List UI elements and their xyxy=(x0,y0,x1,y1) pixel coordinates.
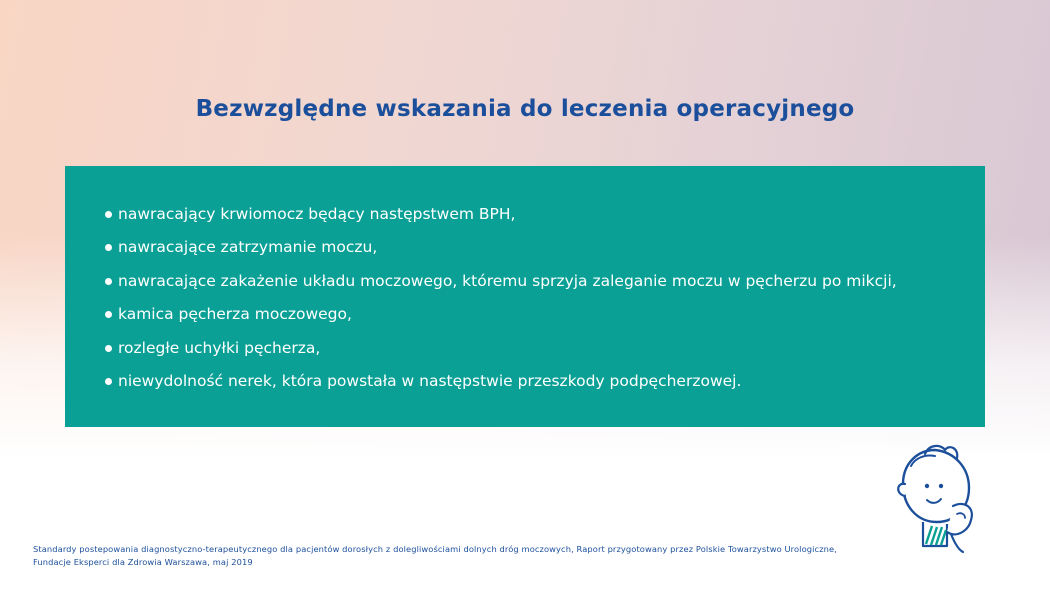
thinking-person-illustration xyxy=(885,440,985,560)
indication-text: rozległe uchyłki pęcherza, xyxy=(118,338,321,357)
footnote-line-1: Standardy postepowania diagnostyczno-terapeutycznego dla pacjentów dorosłych z dolegliwościami dolnych dróg moczowych, Raport przygotowany przez Polskie Towarzystwo Urologiczne, xyxy=(33,544,837,554)
indication-text: nawracający krwiomocz będący następstwem BPH, xyxy=(118,205,516,223)
list-item xyxy=(105,203,897,236)
source-footnote xyxy=(33,543,913,569)
list-item xyxy=(105,370,897,403)
list-item xyxy=(105,270,897,303)
bullet-icon xyxy=(105,244,112,251)
bullet-icon xyxy=(105,211,112,218)
bullet-icon xyxy=(105,311,112,318)
footnote-line-2: Fundacje Eksperci dla Zdrowia Warszawa, maj 2019 xyxy=(33,557,253,567)
indications-list xyxy=(105,203,897,403)
bullet-icon xyxy=(105,278,112,285)
bullet-icon xyxy=(105,378,112,385)
page-title: Bezwzględne wskazania do leczenia operacyjnego xyxy=(195,96,855,122)
indication-text: nawracające zatrzymanie moczu, xyxy=(118,238,378,257)
list-item xyxy=(105,236,897,269)
bullet-icon xyxy=(105,345,112,352)
indication-text: niewydolność nerek, która powstała w następstwie przeszkody podpęcherzowej. xyxy=(118,371,742,390)
list-item xyxy=(105,303,897,336)
indication-text: nawracające zakażenie układu moczowego, któremu sprzyja zaleganie moczu w pęcherzu po mikcji, xyxy=(118,271,897,290)
indication-text: kamica pęcherza moczowego, xyxy=(118,305,352,324)
indications-panel xyxy=(65,166,985,427)
list-item xyxy=(105,337,897,370)
